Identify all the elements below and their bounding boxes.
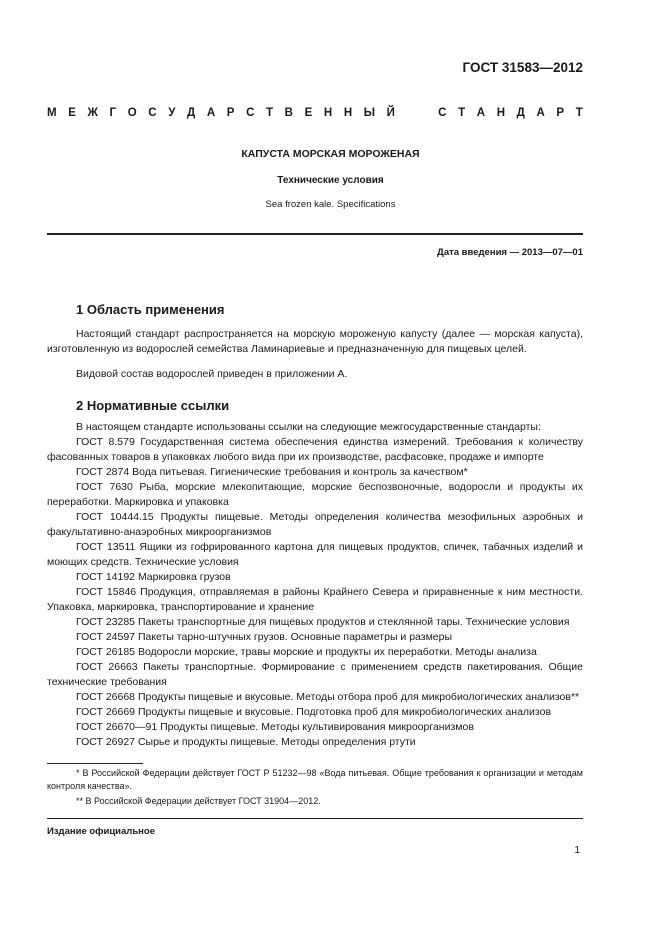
normative-references-list (47, 420, 583, 750)
document-code: ГОСТ 31583—2012 (462, 60, 583, 75)
banner-letter: Д (516, 107, 525, 119)
document-title-english: Sea frozen kale. Specifications (265, 199, 396, 210)
title-divider (47, 233, 583, 235)
banner-letter: А (476, 107, 486, 119)
reference-text: ГОСТ 14192 Маркировка грузов (76, 571, 231, 583)
reference-item (47, 510, 583, 540)
introduction-date: Дата введения — 2013—07—01 (437, 247, 583, 258)
footnotes (47, 767, 583, 810)
interstate-standard-banner (47, 107, 583, 119)
reference-item (47, 735, 583, 750)
banner-letter: Н (323, 107, 333, 119)
document-title: КАПУСТА МОРСКАЯ МОРОЖЕНАЯ (241, 148, 420, 160)
page-number: 1 (574, 845, 580, 856)
reference-text: ГОСТ 26669 Продукты пищевые и вкусовые. Подготовка проб для микробиологических анализов (76, 706, 552, 718)
banner-letter: Е (68, 107, 76, 119)
reference-item (47, 435, 583, 465)
banner-letter: Д (187, 107, 196, 119)
footnote-text: * В Российской Федерации действует ГОСТ Р 51232—98 «Вода питьевая. Общие требования к организации и методам контроля качества». (47, 768, 583, 791)
banner-letter: М (47, 107, 57, 119)
banner-letter: Ы (363, 107, 376, 119)
footnote-text: ** В Российской Федерации действует ГОСТ 31904—2012. (76, 796, 321, 806)
reference-text: ГОСТ 10444.15 Продукты пищевые. Методы определения количества мезофильных аэробных и факультативно-анаэробных микроорганизмов (47, 511, 583, 538)
banner-letter: О (127, 107, 137, 119)
bottom-divider (47, 818, 583, 819)
reference-item (47, 720, 583, 735)
references-intro (47, 420, 583, 435)
reference-text: ГОСТ 15846 Продукция, отправляемая в районы Крайнего Севера и приравненные к ним местности. Упаковка, маркировка, транспортирование и хранение (47, 586, 583, 613)
reference-item (47, 570, 583, 585)
paragraph-text: Настоящий стандарт распространяется на морскую мороженую капусту (далее — морская капуста), изготовленную из водорослей семейства Ламинариевые и предназначенную для пищевых целей. (47, 328, 583, 355)
reference-text: ГОСТ 26670—91 Продукты пищевые. Методы культивирования микроорганизмов (76, 721, 474, 733)
banner-letter: Т (458, 107, 466, 119)
reference-text: ГОСТ 23285 Пакеты транспортные для пищевых продуктов и стеклянной тары. Технические условия (76, 616, 570, 628)
reference-item (47, 660, 583, 690)
section-1-heading: 1 Область применения (76, 302, 225, 317)
reference-item (47, 615, 583, 630)
reference-text: ГОСТ 26668 Продукты пищевые и вкусовые. Методы отбора проб для микробиологических анализов** (76, 691, 580, 703)
banner-letter: Н (343, 107, 353, 119)
banner-spacer (407, 107, 427, 119)
reference-text: ГОСТ 26185 Водоросли морские, травы морские и продукты их переработки. Методы анализа (76, 646, 537, 658)
banner-letter: С (246, 107, 255, 119)
banner-letter: Т (266, 107, 274, 119)
banner-letter: В (284, 107, 293, 119)
section-2-heading: 2 Нормативные ссылки (76, 398, 230, 413)
banner-letter: Й (386, 107, 395, 119)
banner-letter: Е (304, 107, 313, 119)
reference-item (47, 630, 583, 645)
banner-letter: Ж (87, 107, 98, 119)
banner-letter: Р (226, 107, 235, 119)
paragraph-text: В настоящем стандарте использованы ссылки на следующие межгосударственные стандарты: (76, 421, 541, 433)
reference-text: ГОСТ 26663 Пакеты транспортные. Формирование с применением средств пакетирования. Общие технические требования (47, 661, 583, 688)
document-subtitle: Технические условия (277, 175, 384, 186)
banner-letter: А (206, 107, 216, 119)
reference-text: ГОСТ 8.579 Государственная система обеспечения единства измерений. Требования к количеству фасованных товаров в упаковках любого вида при их производстве, расфасовке, продаже и импорте (47, 436, 583, 463)
reference-text: ГОСТ 2874 Вода питьевая. Гигиенические требования и контроль за качеством* (76, 466, 468, 478)
banner-letter: У (168, 107, 176, 119)
banner-letter: А (536, 107, 545, 119)
reference-text: ГОСТ 7630 Рыба, морские млекопитающие, морские беспозвоночные, водоросли и продукты их переработки. Маркировка и упаковка (47, 481, 583, 508)
reference-item (47, 645, 583, 660)
banner-letter: Т (575, 107, 583, 119)
footnote-divider (47, 763, 143, 764)
official-edition-label: Издание официальное (47, 826, 155, 837)
reference-item (47, 540, 583, 570)
reference-item (47, 690, 583, 705)
reference-item (47, 585, 583, 615)
banner-letter: Н (496, 107, 506, 119)
footnote-item (47, 795, 583, 808)
section-1-paragraph (47, 327, 583, 357)
reference-text: ГОСТ 26927 Сырье и продукты пищевые. Методы определения ртути (76, 736, 416, 748)
banner-letter: С (148, 107, 157, 119)
reference-item (47, 465, 583, 480)
footnote-item (47, 767, 583, 793)
banner-letter: С (438, 107, 447, 119)
paragraph-text: Видовой состав водорослей приведен в приложении А. (76, 368, 348, 380)
banner-letter: Г (109, 107, 117, 119)
reference-text: ГОСТ 24597 Пакеты тарно-штучных грузов. Основные параметры и размеры (76, 631, 453, 643)
reference-item (47, 480, 583, 510)
section-1-paragraph (47, 367, 583, 382)
reference-item (47, 705, 583, 720)
reference-text: ГОСТ 13511 Ящики из гофрированного картона для пищевых продуктов, спичек, табачных изделий и моющих средств. Технические условия (47, 541, 583, 568)
banner-letter: Р (556, 107, 565, 119)
